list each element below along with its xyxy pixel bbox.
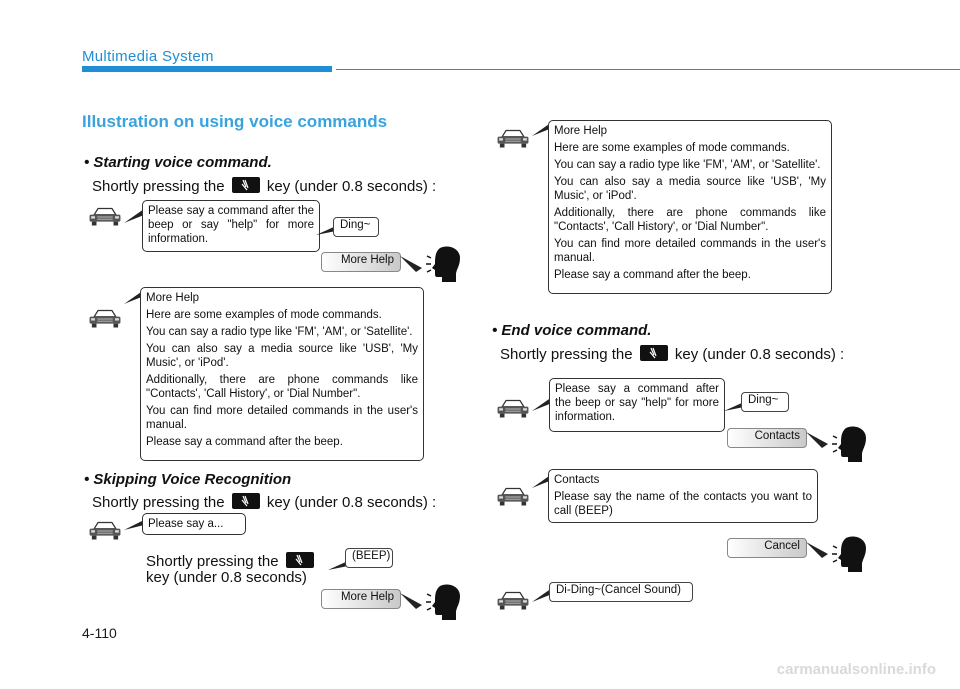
- help-title: More Help: [554, 125, 608, 137]
- car-icon: [496, 128, 530, 150]
- tag-beep: (BEEP): [345, 548, 393, 568]
- system-prompt-bubble: [549, 378, 725, 432]
- bullet-starting: • Starting voice command.: [84, 154, 272, 171]
- speaking-head-icon: [830, 534, 870, 574]
- help-text: You can find more detailed commands in the user's manual.: [146, 405, 418, 431]
- speaking-head-icon: [424, 582, 464, 622]
- more-help-bubble: [140, 287, 424, 461]
- instruction-starting: [92, 177, 436, 195]
- tag-ding: Ding~: [333, 217, 379, 237]
- voice-key-icon: [640, 345, 668, 361]
- instruction-ending: [500, 345, 844, 363]
- instr-post: key (under 0.8 seconds) :: [266, 178, 437, 195]
- system-prompt-text: Please say a command after the beep or say "help" for more information.: [555, 383, 719, 423]
- help-text: Additionally, there are phone commands like "Contacts', 'Call History', or 'Dial Number".: [554, 207, 826, 233]
- system-prompt-text: Please say a command after the beep or say "help" for more information.: [148, 205, 314, 245]
- tag-cancel-sound: Di-Ding~(Cancel Sound): [549, 582, 693, 602]
- instr-post: key (under 0.8 seconds) :: [674, 346, 845, 363]
- car-icon: [496, 398, 530, 420]
- contacts-title: Contacts: [554, 474, 600, 486]
- help-text: You can say a radio type like 'FM', 'AM', or 'Satellite'.: [146, 326, 413, 338]
- help-text: Here are some examples of mode commands.: [146, 309, 382, 321]
- help-text: You can also say a media source like 'USB', 'My Music', or 'iPod'.: [554, 176, 826, 202]
- help-text: You can also say a media source like 'USB', 'My Music', or 'iPod'.: [146, 343, 418, 369]
- system-prompt-text: Please say a...: [148, 518, 224, 530]
- callout-arrow: [806, 540, 830, 560]
- press-instruction-line2: key (under 0.8 seconds): [146, 569, 307, 586]
- help-text: You can say a radio type like 'FM', 'AM', or 'Satellite'.: [554, 159, 821, 171]
- help-text: Please say a command after the beep.: [146, 436, 343, 448]
- page-heading: Illustration on using voice commands: [82, 112, 388, 131]
- system-prompt-bubble: [142, 513, 246, 535]
- contacts-text: Please say the name of the contacts you want to call (BEEP): [554, 491, 812, 517]
- voice-key-icon: [232, 493, 260, 509]
- instr-pre: Shortly pressing the: [146, 553, 279, 570]
- help-text: Here are some examples of mode commands.: [554, 142, 790, 154]
- bullet-ending: • End voice command.: [492, 322, 652, 339]
- page-number: 4-110: [82, 625, 117, 641]
- press-instruction: [146, 552, 317, 570]
- help-text: Please say a command after the beep.: [554, 269, 751, 281]
- more-help-bubble: [548, 120, 832, 294]
- tag-more-help: More Help: [321, 589, 401, 609]
- help-text: You can find more detailed commands in the user's manual.: [554, 238, 826, 264]
- voice-key-icon: [286, 552, 314, 568]
- voice-key-icon: [232, 177, 260, 193]
- help-title: More Help: [146, 292, 200, 304]
- car-icon: [88, 520, 122, 542]
- section-title: Multimedia System: [82, 48, 214, 65]
- header-rule-thin: [336, 69, 960, 70]
- car-icon: [88, 206, 122, 228]
- car-icon: [88, 308, 122, 330]
- callout-arrow: [400, 591, 424, 611]
- speaking-head-icon: [424, 244, 464, 284]
- bullet-skipping: • Skipping Voice Recognition: [84, 471, 292, 488]
- speaking-head-icon: [830, 424, 870, 464]
- callout-arrow: [400, 254, 424, 274]
- contacts-bubble: [548, 469, 818, 523]
- bullet-skipping-text: Skipping Voice Recognition: [93, 471, 292, 488]
- tag-cancel: Cancel: [727, 538, 807, 558]
- system-prompt-bubble: [142, 200, 320, 252]
- instr-post: key (under 0.8 seconds) :: [266, 494, 437, 511]
- instr-pre: Shortly pressing the: [92, 494, 225, 511]
- instr-pre: Shortly pressing the: [500, 346, 633, 363]
- bullet-ending-text: End voice command.: [501, 322, 652, 339]
- instruction-skipping: [92, 493, 436, 511]
- tag-contacts: Contacts: [727, 428, 807, 448]
- tag-ding: Ding~: [741, 392, 789, 412]
- callout-arrow: [806, 430, 830, 450]
- help-text: Additionally, there are phone commands like "Contacts', 'Call History', or 'Dial Number".: [146, 374, 418, 400]
- instr-pre: Shortly pressing the: [92, 178, 225, 195]
- header-rule-thick: [82, 66, 332, 72]
- tag-more-help: More Help: [321, 252, 401, 272]
- watermark[interactable]: carmanualsonline.info: [776, 661, 936, 678]
- car-icon: [496, 486, 530, 508]
- bullet-starting-text: Starting voice command.: [93, 154, 272, 171]
- car-icon: [496, 590, 530, 612]
